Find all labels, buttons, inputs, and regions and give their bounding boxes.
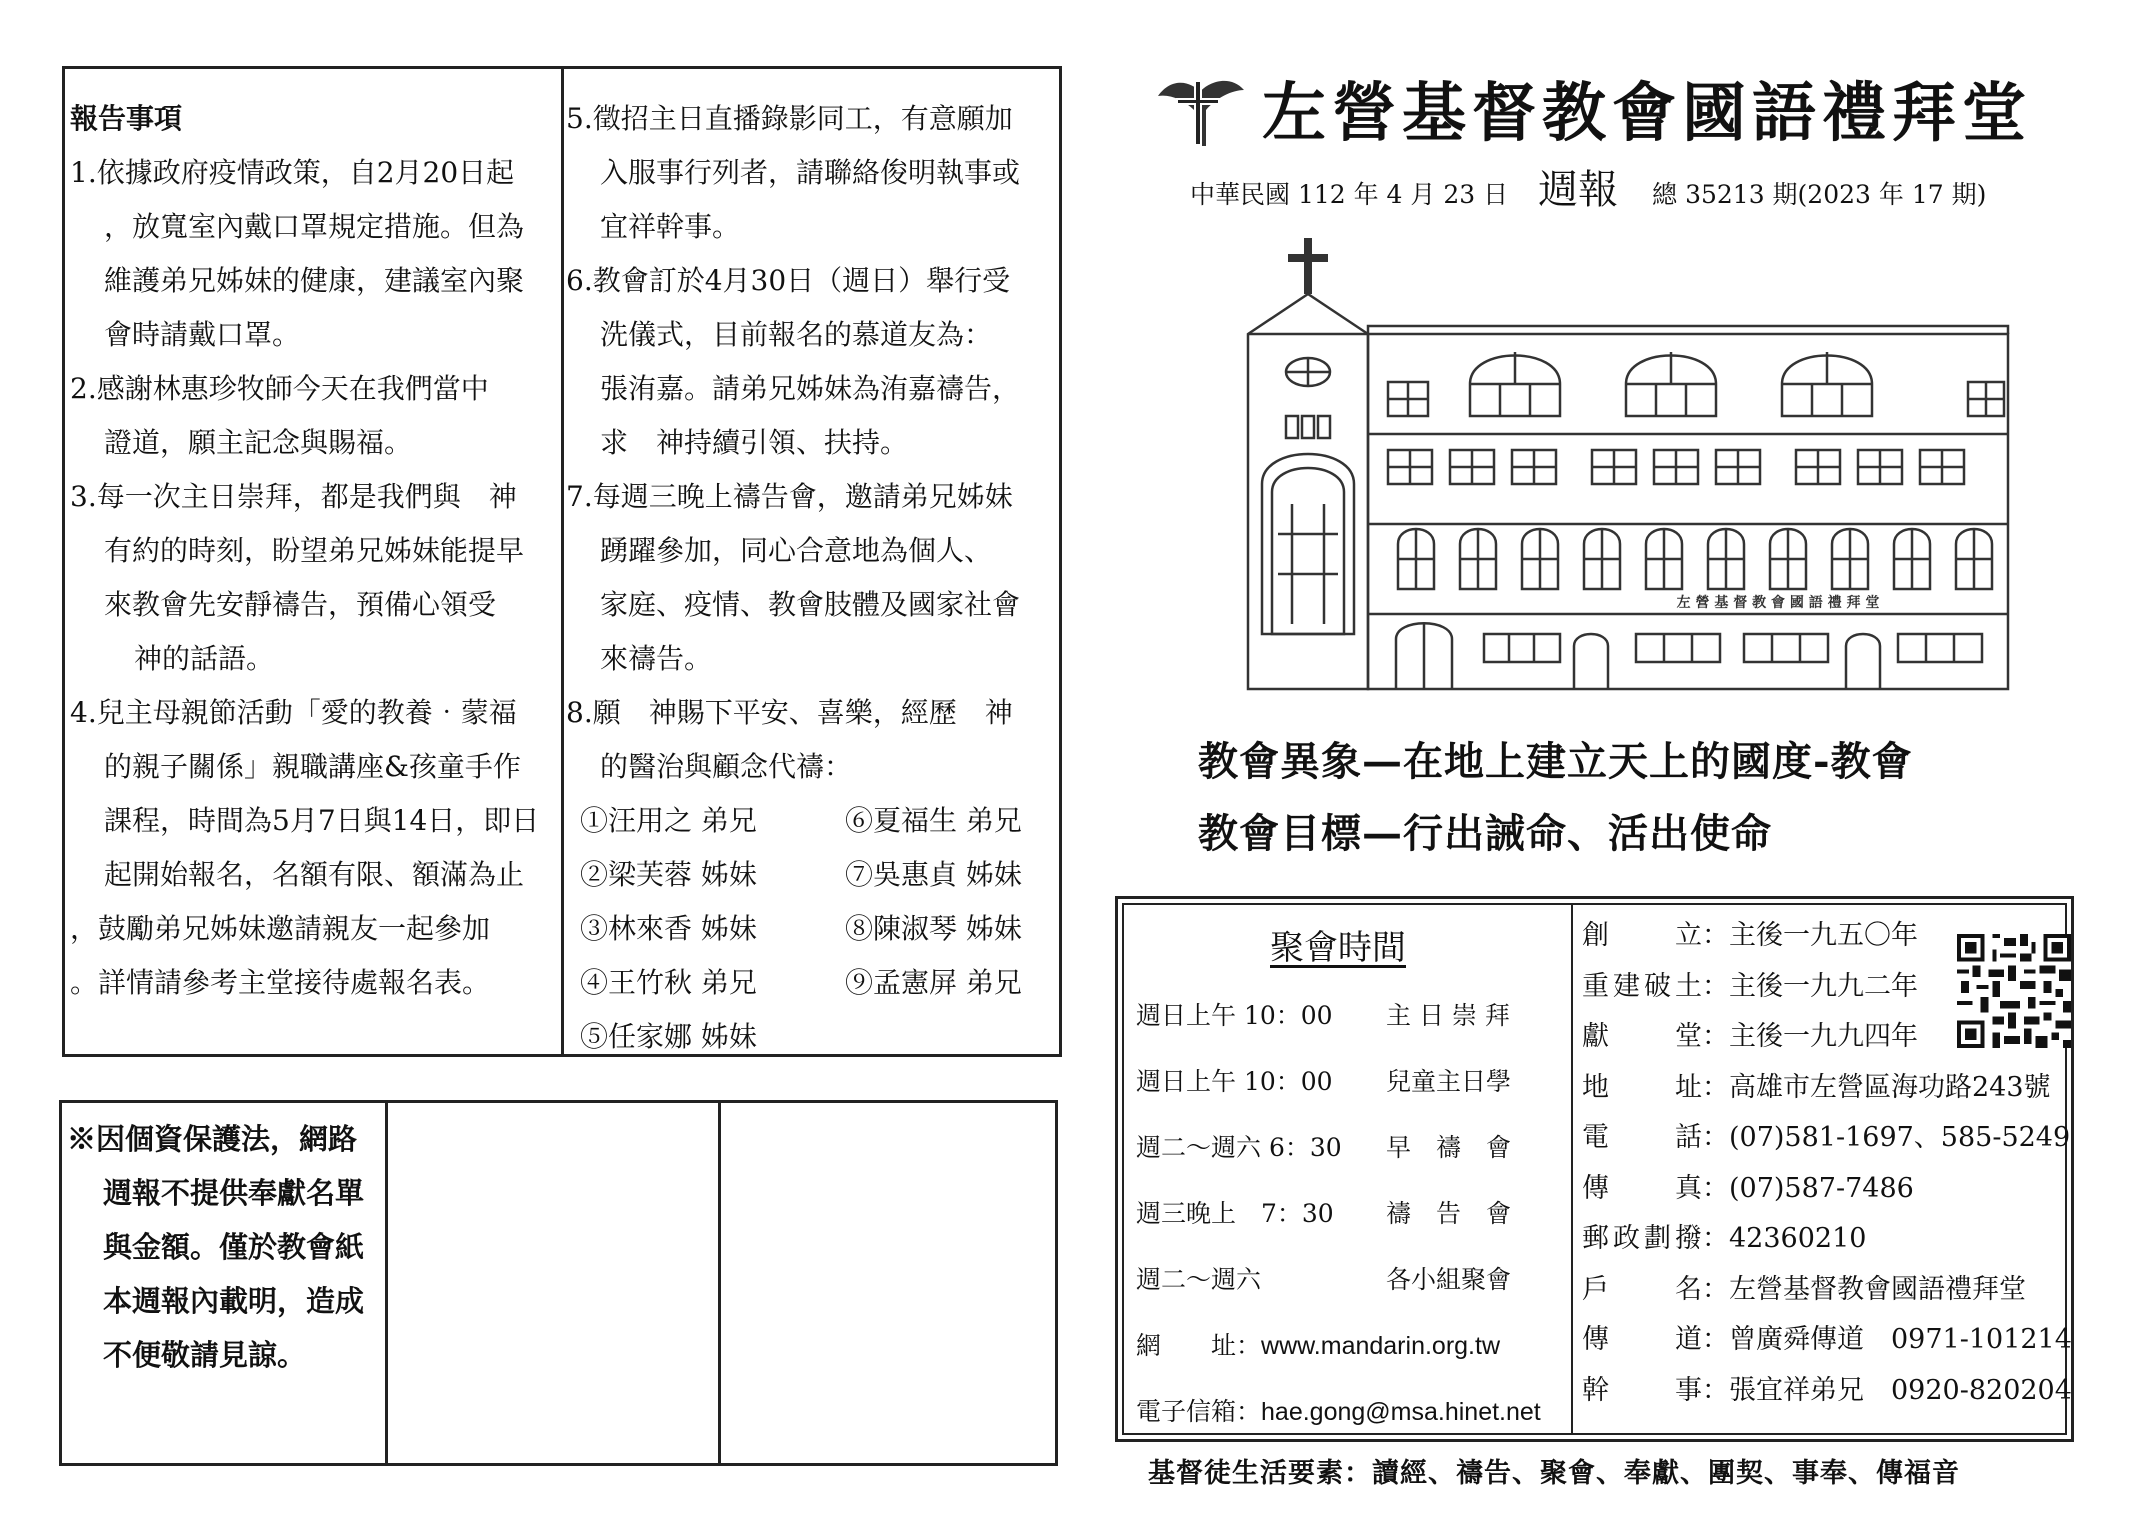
- bulletin-label: 週報: [1538, 167, 1619, 213]
- schedule-row: 週二～週六 各小組聚會: [1136, 1265, 1512, 1294]
- announcements-heading: 報告事項: [70, 102, 183, 135]
- website-row: [1136, 1326, 1500, 1362]
- schedule-row: 週二～週六 6：30 早 禱 會: [1136, 1133, 1512, 1162]
- info-row: 創立：主後一九五〇年: [1582, 920, 1918, 951]
- announcement-2: 2.感謝林惠珍牧師今天在我們當中 證道，願主記念與賜福。: [70, 372, 489, 459]
- issue-number: 總 35213 期(2023 年 17 期): [1652, 180, 1987, 209]
- email-link[interactable]: hae.gong@msa.hinet.net: [1261, 1398, 1541, 1426]
- announcement-3: 3.每一次主日崇拜，都是我們與 神 有約的時刻，盼望弟兄姊妹能提早 來教會先安靜禱告，預備心領受 神的話語。: [70, 480, 525, 675]
- offering-divider-1: [385, 1100, 388, 1466]
- building-sign: 左 營 基 督 教 會 國 語 禮 拜 堂: [1676, 595, 1880, 611]
- announcements-divider: [561, 66, 564, 1057]
- church-title: 左營基督教會國語禮拜堂: [1262, 76, 2032, 151]
- issue-date: 中華民國 112 年 4 月 23 日: [1190, 180, 1509, 209]
- schedule-row: 週日上午 10：00 兒童主日學: [1136, 1067, 1512, 1096]
- announcement-6: 6.教會訂於4月30日（週日）舉行受 洗儀式，目前報名的慕道友為： 張洧嘉。請弟兄姊妹為洧嘉禱告， 求 神持續引領、扶持。: [566, 264, 1021, 459]
- prayer-item: ⑨孟憲屏 弟兄: [845, 966, 1022, 999]
- prayer-item: ⑧陳淑琴 姊妹: [845, 912, 1022, 945]
- announcement-8: 8.願 神賜下平安、喜樂，經歷 神 的醫治與顧念代禱：: [566, 696, 1013, 783]
- prayer-item: ⑥夏福生 弟兄: [845, 804, 1022, 837]
- qr-code[interactable]: [1956, 934, 2072, 1048]
- info-row: 郵政劃撥：42360210: [1582, 1223, 1867, 1254]
- info-row: 傳道：曾廣舜傳道 0971-101214: [1582, 1324, 2072, 1355]
- info-row: 獻堂：主後一九九四年: [1582, 1021, 1918, 1052]
- info-row: 重建破土：主後一九九二年: [1582, 970, 1918, 1002]
- offering-notice: ※因個資保護法，網路 週報不提供奉獻名單 與金額。僅於教會紙 本週報內載明，造成 不便敬請見諒。: [67, 1122, 365, 1372]
- website-label: 網 址：: [1136, 1331, 1262, 1360]
- schedule-row: 週日上午 10：00 主 日 崇 拜: [1136, 1001, 1510, 1030]
- announcement-1: 1.依據政府疫情政策，自2月20日起 ，放寬室內戴口罩規定措施。但為 維護弟兄姊妹的健康，建議室內聚 會時請戴口罩。: [70, 156, 525, 351]
- announcement-4: 4.兒主母親節活動「愛的教養‧蒙福 的親子關係」親職講座&孩童手作 課程，時間為5月7日與14日，即日 起開始報名，名額有限、額滿為止 ，鼓勵弟兄姊妹邀請親友一起參加 。詳情請參考主堂接待處報名表。: [70, 696, 540, 999]
- info-row: 傳真：(07)587-7486: [1582, 1172, 1914, 1204]
- schedule-title: 聚會時間: [1270, 928, 1406, 968]
- prayer-item: ⑤任家娜 姊妹: [580, 1020, 757, 1053]
- announcements-column-2: [566, 92, 1065, 1064]
- footer-christian-life: 基督徒生活要素：讀經、禱告、聚會、奉獻、團契、事奉、傳福音: [1148, 1458, 1960, 1489]
- offering-divider-2: [718, 1100, 721, 1466]
- email-label: 電子信箱：: [1136, 1397, 1262, 1426]
- info-row: 戶名：左營基督教會國語禮拜堂: [1582, 1273, 2026, 1305]
- schedule-section: [1136, 920, 1556, 1430]
- prayer-item: ②梁芙蓉 姊妹: [580, 858, 757, 891]
- prayer-item: ①汪用之 弟兄: [580, 804, 757, 837]
- announcements-column-1: [70, 92, 539, 1010]
- prayer-item: ⑦吳惠貞 姊妹: [845, 858, 1022, 891]
- prayer-item: ③林來香 姊妹: [580, 912, 757, 945]
- prayer-item: ④王竹秋 弟兄: [580, 966, 757, 999]
- info-row: 電話：(07)581-1697、585-5249: [1582, 1122, 2071, 1153]
- church-logo: [1152, 70, 1248, 150]
- email-row: [1136, 1392, 1541, 1428]
- announcement-5: 5.徵招主日直播錄影同工，有意願加 入服事行列者，請聯絡俊明執事或 宜祥幹事。: [566, 102, 1021, 243]
- info-row: 地址：高雄市左營區海功路243號: [1582, 1071, 2051, 1103]
- website-link[interactable]: www.mandarin.org.tw: [1261, 1332, 1500, 1360]
- prayer-list: [566, 794, 1065, 1064]
- issue-line: [1190, 158, 1986, 215]
- schedule-info-divider: [1571, 903, 1573, 1435]
- church-vision: 教會異象—在地上建立天上的國度-教會: [1198, 738, 1913, 785]
- church-building-illustration: [1238, 234, 2018, 698]
- announcement-7: 7.每週三晚上禱告會，邀請弟兄姊妹 踴躍參加，同心合意地為個人、 家庭、疫情、教會肢體及國家社會 來禱告。: [566, 480, 1021, 675]
- info-row: 幹事：張宜祥弟兄 0920-820204: [1582, 1374, 2072, 1406]
- church-goal: 教會目標—行出誡命、活出使命: [1198, 810, 1772, 857]
- schedule-row: 週三晚上 7：30 禱 告 會: [1136, 1199, 1512, 1228]
